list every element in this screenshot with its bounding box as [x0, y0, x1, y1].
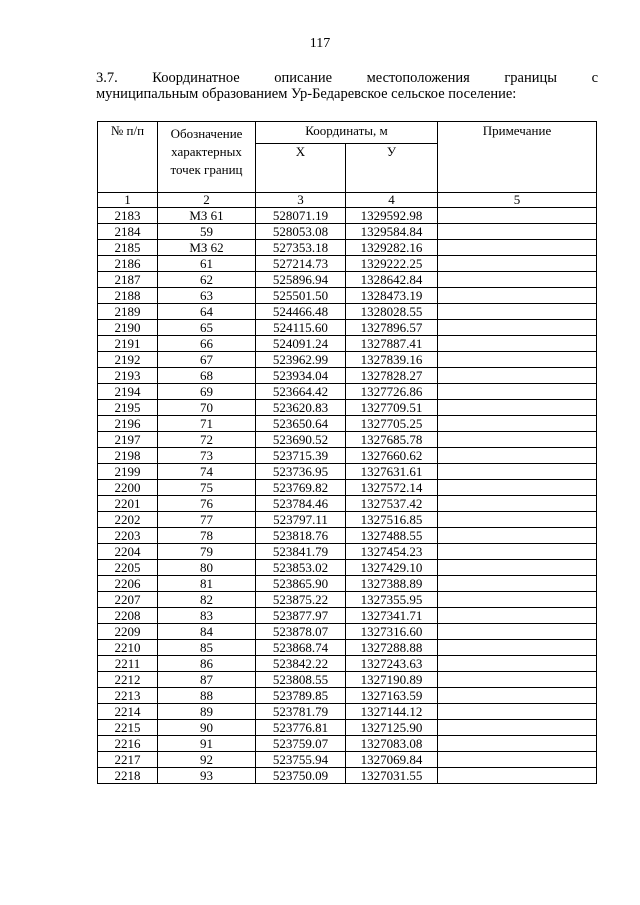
row-number-cell: 2195: [98, 400, 158, 416]
point-designation-cell: 68: [158, 368, 256, 384]
x-coordinate-cell: 523962.99: [256, 352, 346, 368]
note-cell: [438, 448, 597, 464]
x-coordinate-cell: 523797.11: [256, 512, 346, 528]
row-number-cell: 2186: [98, 256, 158, 272]
point-designation-cell: МЗ 61: [158, 208, 256, 224]
row-number-cell: 2199: [98, 464, 158, 480]
y-coordinate-cell: 1327631.61: [346, 464, 438, 480]
point-designation-cell: 82: [158, 592, 256, 608]
y-coordinate-cell: 1327685.78: [346, 432, 438, 448]
y-coordinate-cell: 1327429.10: [346, 560, 438, 576]
table-row: [98, 304, 597, 320]
y-coordinate-cell: 1328028.55: [346, 304, 438, 320]
table-row: [98, 448, 597, 464]
y-coordinate-cell: 1327316.60: [346, 624, 438, 640]
note-cell: [438, 576, 597, 592]
row-number-cell: 2203: [98, 528, 158, 544]
header-note: Примечание: [438, 122, 597, 193]
note-cell: [438, 688, 597, 704]
column-number: 3: [256, 193, 346, 208]
x-coordinate-cell: 523664.42: [256, 384, 346, 400]
x-coordinate-cell: 523818.76: [256, 528, 346, 544]
y-coordinate-cell: 1327243.63: [346, 656, 438, 672]
table-row: [98, 624, 597, 640]
point-designation-cell: 89: [158, 704, 256, 720]
y-coordinate-cell: 1327660.62: [346, 448, 438, 464]
heading-line-2: муниципальным образованием Ур-Бедаревское сельское поселение:: [96, 86, 517, 102]
row-number-cell: 2209: [98, 624, 158, 640]
y-coordinate-cell: 1327828.27: [346, 368, 438, 384]
table-row: [98, 512, 597, 528]
point-designation-cell: 73: [158, 448, 256, 464]
point-designation-cell: 72: [158, 432, 256, 448]
row-number-cell: 2184: [98, 224, 158, 240]
note-cell: [438, 752, 597, 768]
x-coordinate-cell: 524091.24: [256, 336, 346, 352]
column-number: 4: [346, 193, 438, 208]
x-coordinate-cell: 523736.95: [256, 464, 346, 480]
header-designation: Обозначение характерных точек границ: [158, 122, 256, 193]
point-designation-cell: 59: [158, 224, 256, 240]
row-number-cell: 2206: [98, 576, 158, 592]
row-number-cell: 2196: [98, 416, 158, 432]
note-cell: [438, 432, 597, 448]
note-cell: [438, 288, 597, 304]
point-designation-cell: 86: [158, 656, 256, 672]
point-designation-cell: 83: [158, 608, 256, 624]
note-cell: [438, 304, 597, 320]
table-row: [98, 384, 597, 400]
note-cell: [438, 704, 597, 720]
point-designation-cell: 85: [158, 640, 256, 656]
table-row: [98, 608, 597, 624]
table-row: [98, 496, 597, 512]
note-cell: [438, 512, 597, 528]
x-coordinate-cell: 528053.08: [256, 224, 346, 240]
header-y: У: [346, 144, 438, 193]
x-coordinate-cell: 523690.52: [256, 432, 346, 448]
note-cell: [438, 656, 597, 672]
row-number-cell: 2189: [98, 304, 158, 320]
table-row: [98, 656, 597, 672]
note-cell: [438, 352, 597, 368]
x-coordinate-cell: 523853.02: [256, 560, 346, 576]
x-coordinate-cell: 523842.22: [256, 656, 346, 672]
point-designation-cell: 74: [158, 464, 256, 480]
x-coordinate-cell: 523776.81: [256, 720, 346, 736]
y-coordinate-cell: 1327288.88: [346, 640, 438, 656]
note-cell: [438, 336, 597, 352]
table-row: [98, 672, 597, 688]
y-coordinate-cell: 1327083.08: [346, 736, 438, 752]
y-coordinate-cell: 1327355.95: [346, 592, 438, 608]
note-cell: [438, 496, 597, 512]
table-row: [98, 736, 597, 752]
row-number-cell: 2214: [98, 704, 158, 720]
x-coordinate-cell: 523784.46: [256, 496, 346, 512]
x-coordinate-cell: 523868.74: [256, 640, 346, 656]
point-designation-cell: 64: [158, 304, 256, 320]
section-heading: [96, 70, 598, 102]
note-cell: [438, 240, 597, 256]
row-number-cell: 2211: [98, 656, 158, 672]
y-coordinate-cell: 1329592.98: [346, 208, 438, 224]
x-coordinate-cell: 523759.07: [256, 736, 346, 752]
y-coordinate-cell: 1328642.84: [346, 272, 438, 288]
note-cell: [438, 272, 597, 288]
row-number-cell: 2193: [98, 368, 158, 384]
row-number-cell: 2207: [98, 592, 158, 608]
row-number-cell: 2218: [98, 768, 158, 784]
table-row: [98, 576, 597, 592]
y-coordinate-cell: 1328473.19: [346, 288, 438, 304]
y-coordinate-cell: 1327069.84: [346, 752, 438, 768]
table-row: [98, 432, 597, 448]
point-designation-cell: 77: [158, 512, 256, 528]
row-number-cell: 2217: [98, 752, 158, 768]
row-number-cell: 2185: [98, 240, 158, 256]
page-number: 117: [309, 36, 331, 51]
table-row: [98, 528, 597, 544]
y-coordinate-cell: 1329584.84: [346, 224, 438, 240]
x-coordinate-cell: 523781.79: [256, 704, 346, 720]
x-coordinate-cell: 523650.64: [256, 416, 346, 432]
point-designation-cell: 90: [158, 720, 256, 736]
table-row: [98, 464, 597, 480]
row-number-cell: 2200: [98, 480, 158, 496]
point-designation-cell: 91: [158, 736, 256, 752]
table-row: [98, 544, 597, 560]
note-cell: [438, 400, 597, 416]
note-cell: [438, 256, 597, 272]
x-coordinate-cell: 525896.94: [256, 272, 346, 288]
note-cell: [438, 320, 597, 336]
y-coordinate-cell: 1327144.12: [346, 704, 438, 720]
header-x: X: [256, 144, 346, 193]
note-cell: [438, 592, 597, 608]
row-number-cell: 2197: [98, 432, 158, 448]
table-row: [98, 640, 597, 656]
point-designation-cell: МЗ 62: [158, 240, 256, 256]
heading-word: Координатное: [152, 70, 240, 86]
row-number-cell: 2192: [98, 352, 158, 368]
point-designation-cell: 65: [158, 320, 256, 336]
point-designation-cell: 79: [158, 544, 256, 560]
y-coordinate-cell: 1327705.25: [346, 416, 438, 432]
table-row: [98, 704, 597, 720]
point-designation-cell: 62: [158, 272, 256, 288]
point-designation-cell: 81: [158, 576, 256, 592]
y-coordinate-cell: 1327516.85: [346, 512, 438, 528]
point-designation-cell: 84: [158, 624, 256, 640]
point-designation-cell: 93: [158, 768, 256, 784]
table-row: [98, 352, 597, 368]
y-coordinate-cell: 1327454.23: [346, 544, 438, 560]
point-designation-cell: 71: [158, 416, 256, 432]
x-coordinate-cell: 527353.18: [256, 240, 346, 256]
row-number-cell: 2213: [98, 688, 158, 704]
note-cell: [438, 544, 597, 560]
heading-word: местоположения: [366, 70, 470, 86]
y-coordinate-cell: 1327709.51: [346, 400, 438, 416]
x-coordinate-cell: 523934.04: [256, 368, 346, 384]
row-number-cell: 2210: [98, 640, 158, 656]
x-coordinate-cell: 523715.39: [256, 448, 346, 464]
point-designation-cell: 69: [158, 384, 256, 400]
table-row: [98, 688, 597, 704]
x-coordinate-cell: 524115.60: [256, 320, 346, 336]
note-cell: [438, 624, 597, 640]
x-coordinate-cell: 523877.97: [256, 608, 346, 624]
table-row: [98, 272, 597, 288]
table-row: [98, 720, 597, 736]
heading-word: описание: [274, 70, 333, 86]
note-cell: [438, 416, 597, 432]
y-coordinate-cell: 1327839.16: [346, 352, 438, 368]
y-coordinate-cell: 1327163.59: [346, 688, 438, 704]
x-coordinate-cell: 523878.07: [256, 624, 346, 640]
table-row: [98, 208, 597, 224]
y-coordinate-cell: 1327488.55: [346, 528, 438, 544]
header-num: № п/п: [98, 122, 158, 193]
table-row: [98, 400, 597, 416]
y-coordinate-cell: 1327031.55: [346, 768, 438, 784]
note-cell: [438, 720, 597, 736]
row-number-cell: 2205: [98, 560, 158, 576]
point-designation-cell: 87: [158, 672, 256, 688]
x-coordinate-cell: 523755.94: [256, 752, 346, 768]
table-row: [98, 416, 597, 432]
y-coordinate-cell: 1327341.71: [346, 608, 438, 624]
row-number-cell: 2190: [98, 320, 158, 336]
note-cell: [438, 608, 597, 624]
table-row: [98, 256, 597, 272]
row-number-cell: 2191: [98, 336, 158, 352]
x-coordinate-cell: 525501.50: [256, 288, 346, 304]
table-body: [98, 208, 597, 784]
note-cell: [438, 368, 597, 384]
row-number-cell: 2188: [98, 288, 158, 304]
x-coordinate-cell: 524466.48: [256, 304, 346, 320]
table-row: [98, 288, 597, 304]
row-number-cell: 2202: [98, 512, 158, 528]
row-number-cell: 2212: [98, 672, 158, 688]
table-row: [98, 336, 597, 352]
coordinates-table: [97, 121, 597, 784]
row-number-cell: 2215: [98, 720, 158, 736]
table-row: [98, 224, 597, 240]
x-coordinate-cell: 523841.79: [256, 544, 346, 560]
note-cell: [438, 480, 597, 496]
x-coordinate-cell: 527214.73: [256, 256, 346, 272]
y-coordinate-cell: 1327388.89: [346, 576, 438, 592]
table-row: [98, 320, 597, 336]
y-coordinate-cell: 1329282.16: [346, 240, 438, 256]
point-designation-cell: 88: [158, 688, 256, 704]
point-designation-cell: 66: [158, 336, 256, 352]
heading-line-1: [96, 70, 598, 86]
point-designation-cell: 67: [158, 352, 256, 368]
table-row: [98, 240, 597, 256]
x-coordinate-cell: 523875.22: [256, 592, 346, 608]
y-coordinate-cell: 1327537.42: [346, 496, 438, 512]
point-designation-cell: 75: [158, 480, 256, 496]
heading-word: 3.7.: [96, 70, 118, 86]
table-row: [98, 752, 597, 768]
row-number-cell: 2204: [98, 544, 158, 560]
y-coordinate-cell: 1327887.41: [346, 336, 438, 352]
note-cell: [438, 464, 597, 480]
row-number-cell: 2201: [98, 496, 158, 512]
x-coordinate-cell: 523769.82: [256, 480, 346, 496]
column-number: 2: [158, 193, 256, 208]
row-number-cell: 2194: [98, 384, 158, 400]
point-designation-cell: 92: [158, 752, 256, 768]
y-coordinate-cell: 1327896.57: [346, 320, 438, 336]
row-number-cell: 2183: [98, 208, 158, 224]
note-cell: [438, 736, 597, 752]
note-cell: [438, 640, 597, 656]
y-coordinate-cell: 1327125.90: [346, 720, 438, 736]
y-coordinate-cell: 1327190.89: [346, 672, 438, 688]
note-cell: [438, 224, 597, 240]
row-number-cell: 2198: [98, 448, 158, 464]
heading-word: с: [591, 70, 598, 86]
column-number: 1: [98, 193, 158, 208]
table-row: [98, 368, 597, 384]
x-coordinate-cell: 523620.83: [256, 400, 346, 416]
row-number-cell: 2208: [98, 608, 158, 624]
y-coordinate-cell: 1329222.25: [346, 256, 438, 272]
column-number: 5: [438, 193, 597, 208]
note-cell: [438, 208, 597, 224]
point-designation-cell: 80: [158, 560, 256, 576]
table-row: [98, 560, 597, 576]
table-row: [98, 592, 597, 608]
heading-word: границы: [504, 70, 558, 86]
x-coordinate-cell: 528071.19: [256, 208, 346, 224]
note-cell: [438, 528, 597, 544]
row-number-cell: 2187: [98, 272, 158, 288]
table-row: [98, 768, 597, 784]
x-coordinate-cell: 523808.55: [256, 672, 346, 688]
y-coordinate-cell: 1327572.14: [346, 480, 438, 496]
point-designation-cell: 61: [158, 256, 256, 272]
point-designation-cell: 70: [158, 400, 256, 416]
x-coordinate-cell: 523789.85: [256, 688, 346, 704]
y-coordinate-cell: 1327726.86: [346, 384, 438, 400]
row-number-cell: 2216: [98, 736, 158, 752]
x-coordinate-cell: 523750.09: [256, 768, 346, 784]
note-cell: [438, 672, 597, 688]
note-cell: [438, 560, 597, 576]
header-coordinates: Координаты, м: [256, 122, 438, 144]
x-coordinate-cell: 523865.90: [256, 576, 346, 592]
point-designation-cell: 78: [158, 528, 256, 544]
table-row: [98, 480, 597, 496]
note-cell: [438, 384, 597, 400]
point-designation-cell: 76: [158, 496, 256, 512]
note-cell: [438, 768, 597, 784]
point-designation-cell: 63: [158, 288, 256, 304]
